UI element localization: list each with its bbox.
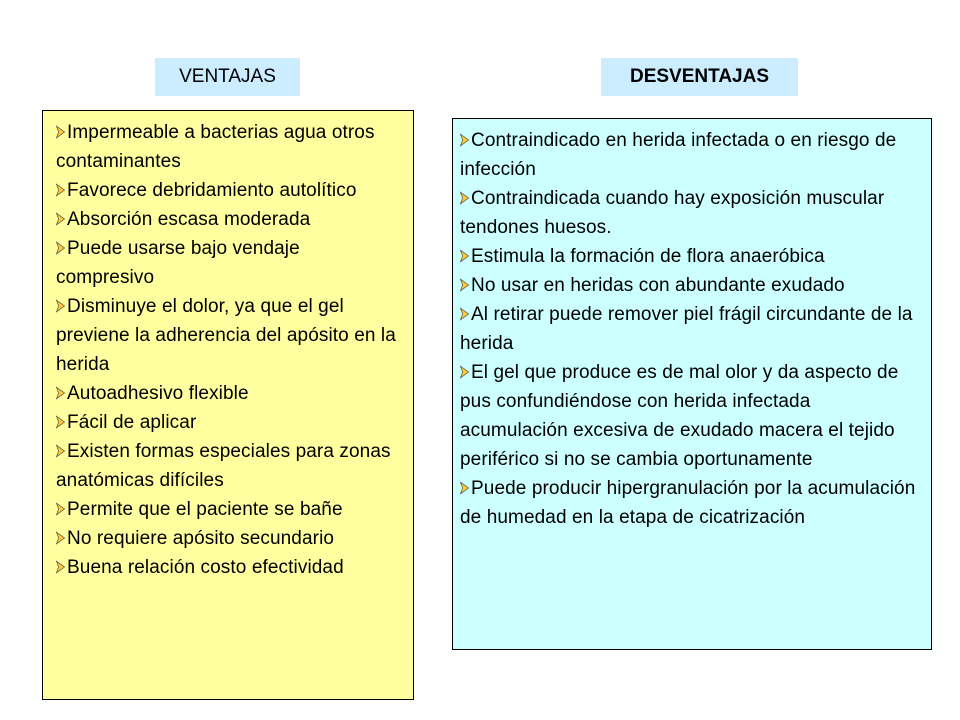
desventajas-item (460, 271, 919, 300)
desventajas-item-text: Puede producir hipergranulación por la acumulación de humedad en la etapa de cicatrización (460, 478, 916, 528)
arrowhead-bullet-icon (56, 444, 65, 458)
arrowhead-bullet-icon (56, 502, 65, 516)
desventajas-item (460, 242, 919, 271)
arrowhead-bullet-icon (56, 183, 65, 197)
ventajas-item-text: Favorece debridamiento autolítico (67, 180, 357, 201)
arrowhead-bullet-icon (56, 299, 65, 313)
desventajas-heading: DESVENTAJAS (601, 58, 798, 96)
desventajas-item-text: El gel que produce es de mal olor y da aspecto de pus confundiéndose con herida infectada acumulación excesiva de exudado macera el tejido periférico si no se cambia oportunamente (460, 362, 899, 470)
arrowhead-bullet-icon (460, 278, 469, 292)
desventajas-item (460, 358, 919, 474)
ventajas-item (56, 234, 399, 292)
desventajas-item-text: Contraindicada cuando hay exposición muscular tendones huesos. (460, 188, 885, 238)
desventajas-item (460, 474, 919, 532)
arrowhead-bullet-icon (460, 133, 469, 147)
ventajas-item (56, 437, 399, 495)
desventajas-item-text: No usar en heridas con abundante exudado (471, 275, 845, 296)
ventajas-heading: VENTAJAS (155, 58, 300, 96)
ventajas-item (56, 524, 399, 553)
desventajas-item-text: Estimula la formación de flora anaeróbica (471, 246, 825, 267)
ventajas-item-text: Existen formas especiales para zonas anatómicas difíciles (56, 441, 391, 491)
arrowhead-bullet-icon (56, 560, 65, 574)
ventajas-item (56, 379, 399, 408)
desventajas-item-text: Contraindicado en herida infectada o en riesgo de infección (460, 130, 897, 180)
ventajas-item (56, 408, 399, 437)
ventajas-item-text: Impermeable a bacterias agua otros contaminantes (56, 122, 375, 172)
ventajas-item (56, 176, 399, 205)
ventajas-item-text: Buena relación costo efectividad (67, 557, 344, 578)
ventajas-item-text: Fácil de aplicar (67, 412, 197, 433)
arrowhead-bullet-icon (460, 365, 469, 379)
arrowhead-bullet-icon (56, 125, 65, 139)
desventajas-item (460, 126, 919, 184)
ventajas-item-text: Absorción escasa moderada (67, 209, 311, 230)
desventajas-item-text: Al retirar puede remover piel frágil circundante de la herida (460, 304, 913, 354)
desventajas-item (460, 300, 919, 358)
ventajas-item-text: Autoadhesivo flexible (67, 383, 249, 404)
arrowhead-bullet-icon (56, 241, 65, 255)
arrowhead-bullet-icon (460, 249, 469, 263)
desventajas-item (460, 184, 919, 242)
ventajas-item (56, 118, 399, 176)
arrowhead-bullet-icon (56, 212, 65, 226)
ventajas-item (56, 495, 399, 524)
arrowhead-bullet-icon (460, 481, 469, 495)
ventajas-item-text: Puede usarse bajo vendaje compresivo (56, 238, 300, 288)
ventajas-item-text: Disminuye el dolor, ya que el gel previene la adherencia del apósito en la herida (56, 296, 396, 375)
ventajas-item (56, 553, 399, 582)
arrowhead-bullet-icon (460, 307, 469, 321)
ventajas-list (42, 110, 414, 700)
arrowhead-bullet-icon (56, 531, 65, 545)
arrowhead-bullet-icon (460, 191, 469, 205)
ventajas-item (56, 292, 399, 379)
ventajas-item-text: No requiere apósito secundario (67, 528, 335, 549)
arrowhead-bullet-icon (56, 386, 65, 400)
ventajas-item-text: Permite que el paciente se bañe (67, 499, 343, 520)
desventajas-list (452, 118, 932, 650)
ventajas-item (56, 205, 399, 234)
arrowhead-bullet-icon (56, 415, 65, 429)
